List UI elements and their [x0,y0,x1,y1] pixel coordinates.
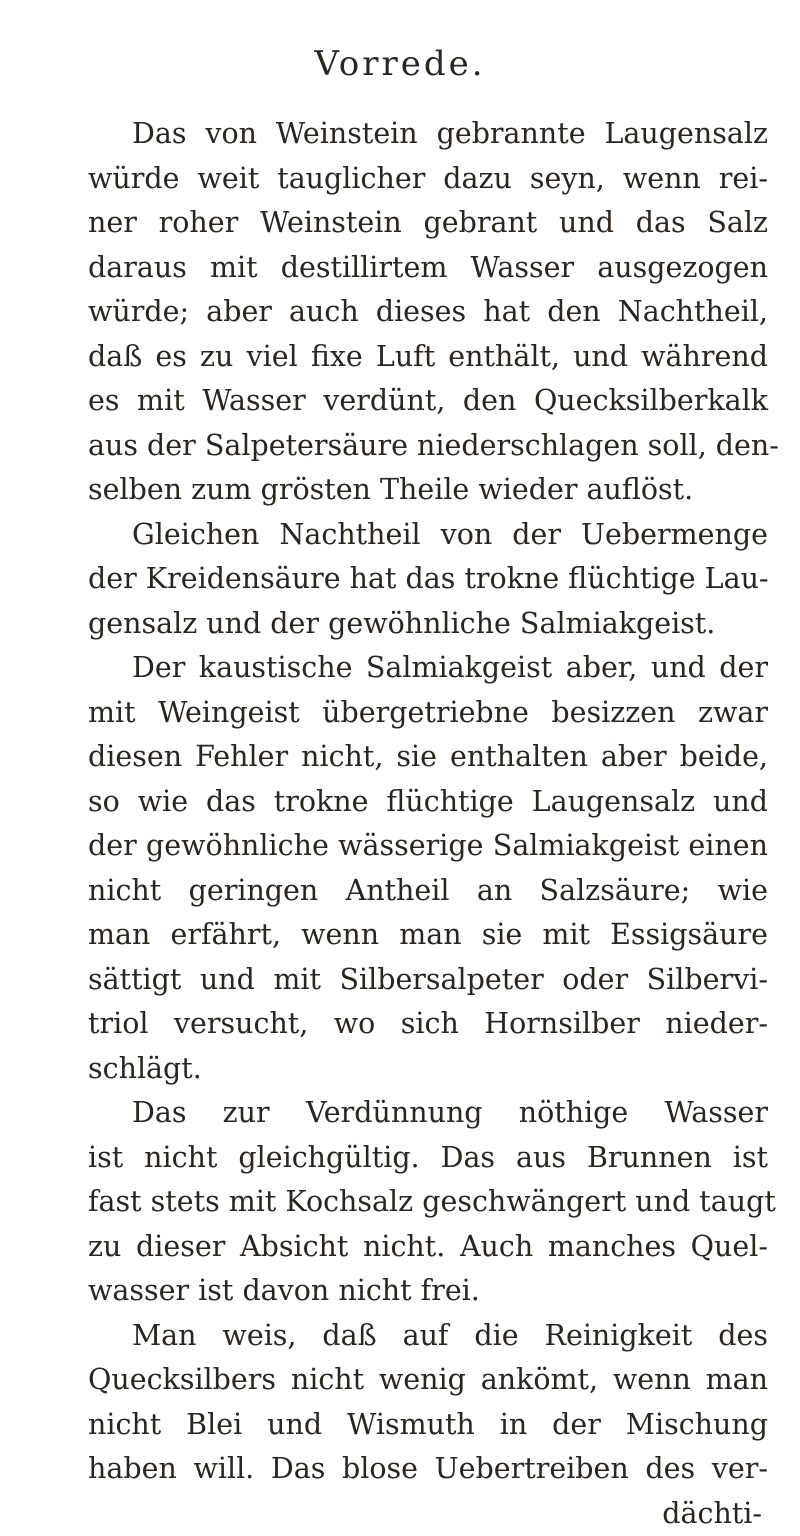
text-line: diesen Fehler nicht, sie enthalten aber beide, [88,735,768,780]
text-line: man erfährt, wenn man sie mit Essigsäure [88,913,768,958]
text-line: haben will. Das blose Uebertreiben des ver- [88,1447,768,1492]
text-line: würde; aber auch dieses hat den Nachtheil, [88,290,768,335]
text-line: der Kreidensäure hat das trokne flüchtige Lau- [88,557,768,602]
text-line: es mit Wasser verdünt, den Quecksilberkalk [88,379,768,424]
text-line: nicht Blei und Wismuth in der Mischung [88,1403,768,1448]
text-line: daß es zu viel fixe Luft enthält, und während [88,335,768,380]
text-line: mit Weingeist übergetriebne besizzen zwar [88,691,768,736]
text-line: sättigt und mit Silbersalpeter oder Silbervi- [88,958,768,1003]
text-line: daraus mit destillirtem Wasser ausgezogen [88,246,768,291]
text-line: zu dieser Absicht nicht. Auch manches Quel- [88,1225,768,1270]
text-line: Der kaustische Salmiakgeist aber, und der [88,646,768,691]
text-line: triol versucht, wo sich Hornsilber nieder- [88,1002,768,1047]
text-line: Das von Weinstein gebrannte Laugensalz [88,112,768,157]
text-line: ner roher Weinstein gebrant und das Salz [88,201,768,246]
text-line: nicht geringen Antheil an Salzsäure; wie [88,869,768,914]
text-line: ist nicht gleichgültig. Das aus Brunnen ist [88,1136,768,1181]
text-line: Das zur Verdünnung nöthige Wasser [88,1091,768,1136]
text-line: schlägt. [88,1047,768,1092]
text-line: selben zum grösten Theile wieder auflöst. [88,468,768,513]
text-line: Gleichen Nachtheil von der Uebermenge [88,513,768,558]
catchword: dächti- [88,1492,768,1536]
text-line: Man weis, daß auf die Reinigkeit des [88,1314,768,1359]
text-line: fast stets mit Kochsalz geschwängert und taugt [88,1180,768,1225]
text-line: so wie das trokne flüchtige Laugensalz und [88,780,768,825]
text-line: aus der Salpetersäure niederschlagen soll, den- [88,424,768,469]
text-line: Quecksilbers nicht wenig ankömt, wenn man [88,1358,768,1403]
body-text [88,112,768,1536]
text-line: gensalz und der gewöhnliche Salmiakgeist. [88,602,768,647]
text-line: der gewöhnliche wässerige Salmiakgeist einen [88,824,768,869]
text-line: würde weit tauglicher dazu seyn, wenn rei- [88,157,768,202]
text-line: wasser ist davon nicht frei. [88,1269,768,1314]
running-head: Vorrede. [0,44,800,84]
